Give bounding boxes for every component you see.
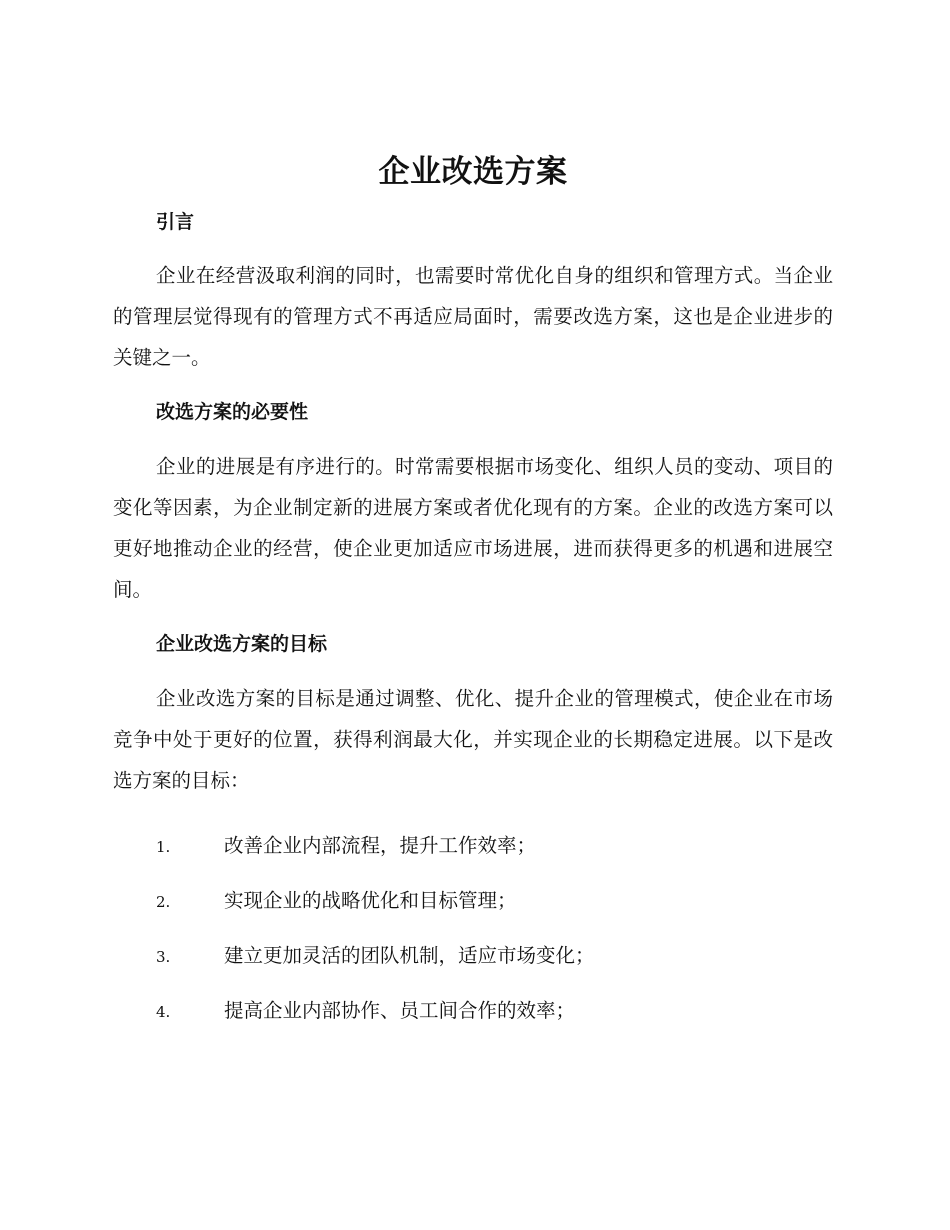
list-item-text: 实现企业的战略优化和目标管理；	[224, 889, 517, 912]
document-title: 企业改选方案	[378, 154, 568, 190]
section-paragraph-goals: 企业改选方案的目标是通过调整、优化、提升企业的管理模式，使企业在市场竞争中处于更好的位置，获得利润最大化，并实现企业的长期稳定进展。以下是改选方案的目标：	[113, 687, 833, 792]
section-paragraph-necessity: 企业的进展是有序进行的。时常需要根据市场变化、组织人员的变动、项目的变化等因素，为企业制定新的进展方案或者优化现有的方案。企业的改选方案可以更好地推动企业的经营，使企业更加适应市场进展，进而获得更多的机遇和进展空间。	[113, 455, 833, 601]
document-content	[113, 148, 833, 1038]
goals-list	[113, 818, 833, 1038]
list-item-text: 提高企业内部协作、员工间合作的效率；	[224, 999, 576, 1022]
section-paragraph-introduction: 企业在经营汲取利润的同时，也需要时常优化自身的组织和管理方式。当企业的管理层觉得现有的管理方式不再适应局面时，需要改选方案，这也是企业进步的关键之一。	[113, 264, 833, 369]
section-heading-introduction: 引言	[156, 211, 195, 233]
list-item-number: 3.	[156, 948, 171, 966]
section-heading-goals: 企业改选方案的目标	[156, 633, 328, 655]
list-item-text: 改善企业内部流程，提升工作效率；	[224, 834, 537, 857]
section-heading-necessity: 改选方案的必要性	[156, 401, 309, 423]
list-item-number: 4.	[156, 1003, 171, 1021]
list-item-number: 2.	[156, 893, 171, 911]
list-item-text: 建立更加灵活的团队机制，适应市场变化；	[224, 944, 595, 967]
list-item	[113, 873, 833, 928]
list-item	[113, 983, 833, 1038]
list-item	[113, 928, 833, 983]
list-item	[113, 818, 833, 873]
list-item-number: 1.	[156, 838, 171, 856]
